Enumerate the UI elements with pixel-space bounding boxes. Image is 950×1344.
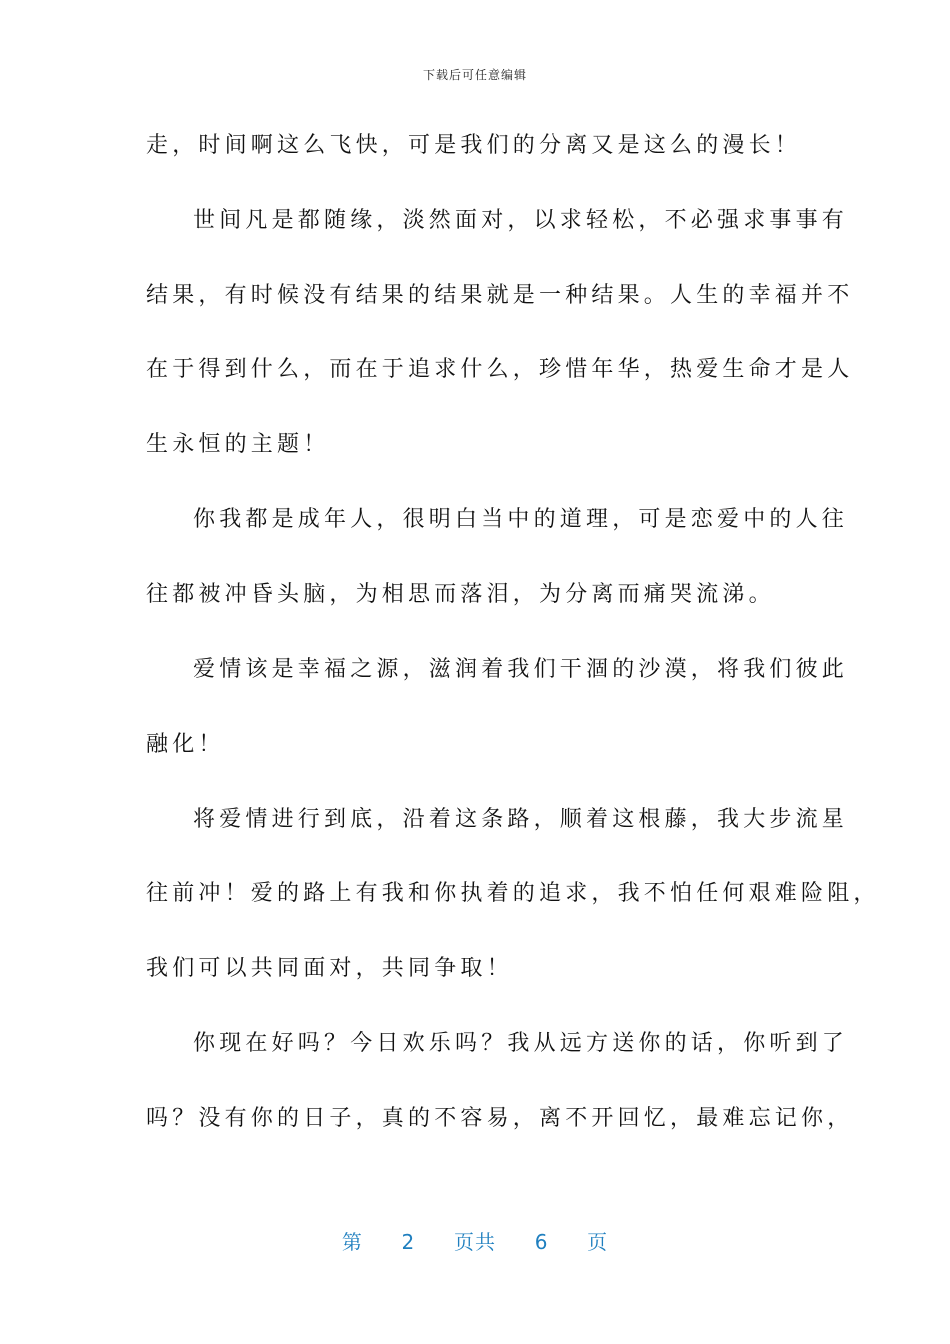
page-number-footer xyxy=(0,1226,950,1255)
total-pages-number: 6 xyxy=(534,1230,549,1254)
text-line: 结果，有时候没有结果的结果就是一种结果。人生的幸福并不 xyxy=(146,283,854,308)
text-line: 走，时间啊这么飞快，可是我们的分离又是这么的漫长！ xyxy=(146,133,802,158)
paragraph-first-line: 爱情该是幸福之源，滋润着我们干涸的沙漠，将我们彼此 xyxy=(193,657,849,682)
text-line: 融化！ xyxy=(146,732,225,757)
footer-prefix: 第 xyxy=(341,1230,363,1254)
text-line: 往前冲！爱的路上有我和你执着的追求，我不怕任何艰难险阻， xyxy=(146,881,880,906)
page-header-note: 下载后可任意编辑 xyxy=(422,68,527,82)
paragraph-first-line: 将爱情进行到底，沿着这条路，顺着这根藤，我大步流星 xyxy=(193,807,849,832)
footer-middle: 页共 xyxy=(454,1230,496,1254)
text-line: 吗？没有你的日子，真的不容易，离不开回忆，最难忘记你， xyxy=(146,1106,854,1131)
text-line: 我们可以共同面对，共同争取！ xyxy=(146,956,513,981)
footer-suffix: 页 xyxy=(587,1230,609,1254)
current-page-number: 2 xyxy=(401,1230,416,1254)
paragraph-first-line: 你我都是成年人，很明白当中的道理，可是恋爱中的人往 xyxy=(193,507,849,532)
text-line: 往都被冲昏头脑，为相思而落泪，为分离而痛哭流涕。 xyxy=(146,582,775,607)
text-line: 在于得到什么，而在于追求什么，珍惜年华，热爱生命才是人 xyxy=(146,357,854,382)
paragraph-first-line: 你现在好吗？今日欢乐吗？我从远方送你的话，你听到了 xyxy=(193,1031,849,1056)
paragraph-first-line: 世间凡是都随缘，淡然面对，以求轻松，不必强求事事有 xyxy=(193,208,849,233)
text-line: 生永恒的主题！ xyxy=(146,432,330,457)
